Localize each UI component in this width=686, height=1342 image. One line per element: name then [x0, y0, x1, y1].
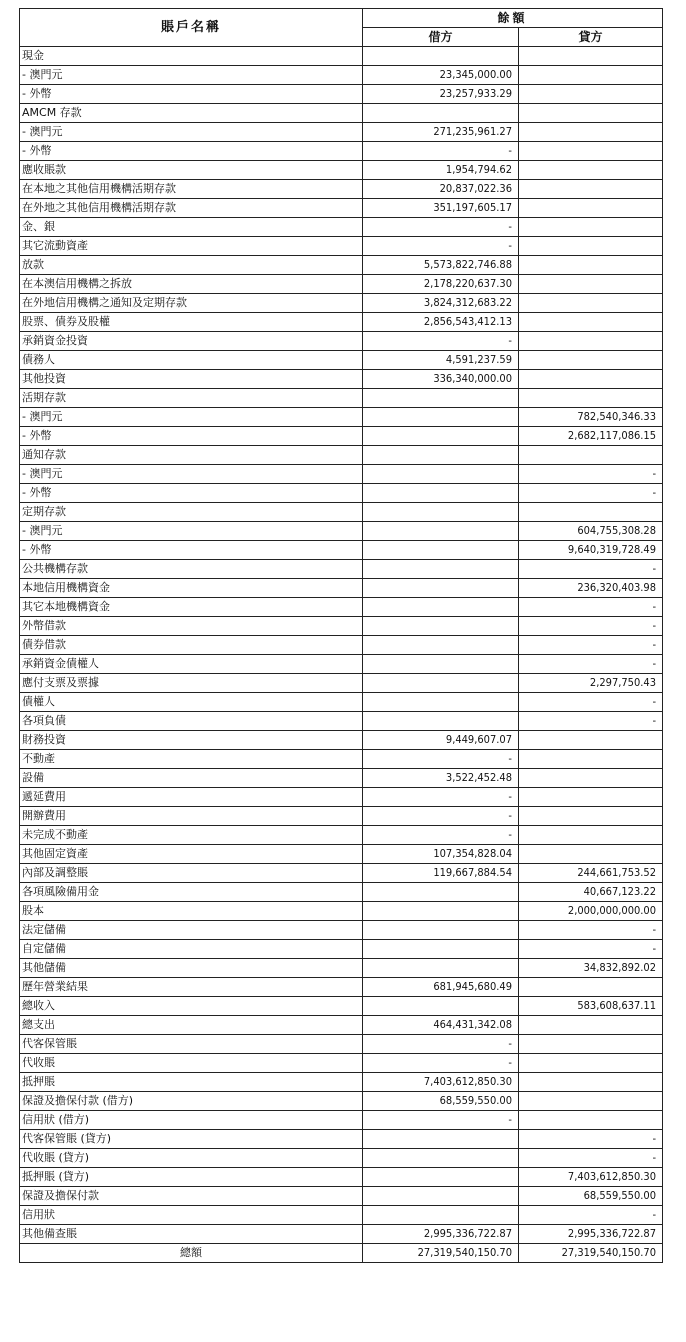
debit-cell: [363, 389, 519, 408]
debit-cell: 23,257,933.29: [363, 85, 519, 104]
debit-cell: [363, 636, 519, 655]
table-row: [20, 142, 663, 161]
debit-cell: -: [363, 218, 519, 237]
credit-cell: -: [519, 636, 663, 655]
debit-header: 借方: [363, 28, 519, 47]
table-header: [20, 9, 663, 47]
table-row: [20, 446, 663, 465]
account-name-cell: 公共機構存款: [20, 560, 363, 579]
credit-cell: [519, 142, 663, 161]
table-row: [20, 617, 663, 636]
credit-cell: -: [519, 1130, 663, 1149]
account-name-cell: 代收賬 (貸方): [20, 1149, 363, 1168]
debit-cell: [363, 47, 519, 66]
debit-cell: [363, 959, 519, 978]
table-row: [20, 294, 663, 313]
table-row: [20, 883, 663, 902]
account-name-cell: - 外幣: [20, 142, 363, 161]
table-row: [20, 484, 663, 503]
credit-cell: 68,559,550.00: [519, 1187, 663, 1206]
table-row: [20, 1054, 663, 1073]
table-row: [20, 541, 663, 560]
account-name-cell: AMCM 存款: [20, 104, 363, 123]
debit-cell: 9,449,607.07: [363, 731, 519, 750]
debit-cell: 464,431,342.08: [363, 1016, 519, 1035]
table-row: [20, 66, 663, 85]
account-name-cell: 放款: [20, 256, 363, 275]
debit-cell: [363, 712, 519, 731]
account-name-cell: 本地信用機構資金: [20, 579, 363, 598]
credit-cell: 244,661,753.52: [519, 864, 663, 883]
debit-cell: -: [363, 237, 519, 256]
credit-cell: -: [519, 560, 663, 579]
account-name-cell: 通知存款: [20, 446, 363, 465]
debit-cell: 2,995,336,722.87: [363, 1225, 519, 1244]
account-name-cell: 在外地信用機構之通知及定期存款: [20, 294, 363, 313]
account-name-cell: 其他固定資產: [20, 845, 363, 864]
table-row: [20, 1225, 663, 1244]
debit-cell: -: [363, 1111, 519, 1130]
table-row: [20, 313, 663, 332]
table-row: [20, 180, 663, 199]
debit-cell: [363, 655, 519, 674]
account-name-cell: 債權人: [20, 693, 363, 712]
table-row: [20, 218, 663, 237]
account-name-header: 賬戶名稱: [20, 9, 363, 47]
account-name-cell: 代收賬: [20, 1054, 363, 1073]
credit-cell: [519, 731, 663, 750]
debit-cell: [363, 579, 519, 598]
credit-cell: [519, 47, 663, 66]
credit-cell: -: [519, 712, 663, 731]
debit-cell: 5,573,822,746.88: [363, 256, 519, 275]
credit-cell: [519, 826, 663, 845]
account-name-cell: - 澳門元: [20, 66, 363, 85]
debit-cell: 23,345,000.00: [363, 66, 519, 85]
table-row: [20, 560, 663, 579]
credit-cell: [519, 1092, 663, 1111]
account-name-cell: 其他備查賬: [20, 1225, 363, 1244]
account-name-cell: 不動產: [20, 750, 363, 769]
table-row: [20, 522, 663, 541]
table-body: [20, 47, 663, 1244]
debit-cell: [363, 560, 519, 579]
table-row: [20, 104, 663, 123]
table-row: [20, 1130, 663, 1149]
total-label: 總額: [20, 1244, 363, 1263]
table-row: [20, 1016, 663, 1035]
account-name-cell: 股票、債券及股權: [20, 313, 363, 332]
table-row: [20, 750, 663, 769]
account-name-cell: 承銷資金投資: [20, 332, 363, 351]
credit-cell: 2,682,117,086.15: [519, 427, 663, 446]
debit-cell: [363, 465, 519, 484]
credit-cell: -: [519, 484, 663, 503]
debit-cell: [363, 1187, 519, 1206]
table-row: [20, 123, 663, 142]
credit-cell: 40,667,123.22: [519, 883, 663, 902]
credit-header: 貸方: [519, 28, 663, 47]
debit-cell: [363, 427, 519, 446]
table-row: [20, 598, 663, 617]
total-debit: 27,319,540,150.70: [363, 1244, 519, 1263]
credit-cell: [519, 807, 663, 826]
table-row: [20, 921, 663, 940]
debit-cell: 7,403,612,850.30: [363, 1073, 519, 1092]
account-name-cell: 內部及調整賬: [20, 864, 363, 883]
credit-cell: [519, 1073, 663, 1092]
credit-cell: [519, 1111, 663, 1130]
debit-cell: 681,945,680.49: [363, 978, 519, 997]
account-name-cell: - 澳門元: [20, 465, 363, 484]
debit-cell: [363, 1206, 519, 1225]
debit-cell: [363, 503, 519, 522]
credit-cell: -: [519, 465, 663, 484]
account-name-cell: 抵押賬: [20, 1073, 363, 1092]
credit-cell: -: [519, 1149, 663, 1168]
account-name-cell: 財務投資: [20, 731, 363, 750]
credit-cell: [519, 978, 663, 997]
debit-cell: 3,824,312,683.22: [363, 294, 519, 313]
credit-cell: [519, 161, 663, 180]
debit-cell: 20,837,022.36: [363, 180, 519, 199]
credit-cell: -: [519, 655, 663, 674]
debit-cell: 351,197,605.17: [363, 199, 519, 218]
credit-cell: [519, 370, 663, 389]
account-name-cell: - 外幣: [20, 484, 363, 503]
credit-cell: [519, 503, 663, 522]
debit-cell: -: [363, 807, 519, 826]
credit-cell: 9,640,319,728.49: [519, 541, 663, 560]
debit-cell: 1,954,794.62: [363, 161, 519, 180]
table-row: [20, 351, 663, 370]
table-row: [20, 655, 663, 674]
account-name-cell: - 澳門元: [20, 408, 363, 427]
table-row: [20, 826, 663, 845]
credit-cell: [519, 351, 663, 370]
credit-cell: [519, 66, 663, 85]
debit-cell: 4,591,237.59: [363, 351, 519, 370]
debit-cell: 68,559,550.00: [363, 1092, 519, 1111]
account-name-cell: 信用狀: [20, 1206, 363, 1225]
table-row: [20, 332, 663, 351]
account-name-cell: 應付支票及票據: [20, 674, 363, 693]
account-name-cell: 現金: [20, 47, 363, 66]
credit-cell: 236,320,403.98: [519, 579, 663, 598]
debit-cell: 336,340,000.00: [363, 370, 519, 389]
table-row: [20, 427, 663, 446]
credit-cell: [519, 313, 663, 332]
credit-cell: -: [519, 940, 663, 959]
table-row: [20, 579, 663, 598]
debit-cell: 3,522,452.48: [363, 769, 519, 788]
account-name-cell: 活期存款: [20, 389, 363, 408]
table-row: [20, 503, 663, 522]
account-name-cell: - 外幣: [20, 427, 363, 446]
credit-cell: [519, 275, 663, 294]
account-name-cell: 設備: [20, 769, 363, 788]
debit-cell: -: [363, 1054, 519, 1073]
table-row: [20, 693, 663, 712]
table-row: [20, 997, 663, 1016]
account-name-cell: 其他儲備: [20, 959, 363, 978]
account-name-cell: 代客保管賬: [20, 1035, 363, 1054]
credit-cell: [519, 769, 663, 788]
table-row: [20, 47, 663, 66]
debit-cell: [363, 883, 519, 902]
balance-header: 餘額: [363, 9, 663, 28]
table-row: [20, 902, 663, 921]
credit-cell: [519, 788, 663, 807]
account-name-cell: 開辦費用: [20, 807, 363, 826]
credit-cell: [519, 1054, 663, 1073]
debit-cell: [363, 408, 519, 427]
account-name-cell: 保證及擔保付款: [20, 1187, 363, 1206]
account-name-cell: 遞延費用: [20, 788, 363, 807]
table-row: [20, 769, 663, 788]
account-name-cell: 法定儲備: [20, 921, 363, 940]
credit-cell: [519, 1016, 663, 1035]
debit-cell: 107,354,828.04: [363, 845, 519, 864]
debit-cell: [363, 997, 519, 1016]
table-row: [20, 256, 663, 275]
debit-cell: 2,178,220,637.30: [363, 275, 519, 294]
account-name-cell: 債務人: [20, 351, 363, 370]
debit-cell: [363, 446, 519, 465]
debit-cell: [363, 674, 519, 693]
credit-cell: 34,832,892.02: [519, 959, 663, 978]
account-name-cell: 各項負債: [20, 712, 363, 731]
credit-cell: [519, 123, 663, 142]
account-name-cell: - 外幣: [20, 85, 363, 104]
account-name-cell: 定期存款: [20, 503, 363, 522]
table-row: [20, 275, 663, 294]
credit-cell: 782,540,346.33: [519, 408, 663, 427]
account-name-cell: 其他投資: [20, 370, 363, 389]
account-name-cell: 其它流動資產: [20, 237, 363, 256]
account-name-cell: 其它本地機構資金: [20, 598, 363, 617]
account-name-cell: - 外幣: [20, 541, 363, 560]
table-row: [20, 1168, 663, 1187]
debit-cell: [363, 484, 519, 503]
debit-cell: -: [363, 826, 519, 845]
table-row: [20, 940, 663, 959]
account-name-cell: - 澳門元: [20, 522, 363, 541]
account-name-cell: 外幣借款: [20, 617, 363, 636]
credit-cell: [519, 85, 663, 104]
account-name-cell: 股本: [20, 902, 363, 921]
account-name-cell: 在本澳信用機構之拆放: [20, 275, 363, 294]
debit-cell: -: [363, 750, 519, 769]
table-row: [20, 636, 663, 655]
account-name-cell: 總收入: [20, 997, 363, 1016]
credit-cell: [519, 104, 663, 123]
credit-cell: -: [519, 598, 663, 617]
credit-cell: [519, 237, 663, 256]
credit-cell: 2,000,000,000.00: [519, 902, 663, 921]
credit-cell: [519, 845, 663, 864]
account-name-cell: 金、銀: [20, 218, 363, 237]
account-name-cell: 各項風險備用金: [20, 883, 363, 902]
debit-cell: [363, 921, 519, 940]
credit-cell: 2,297,750.43: [519, 674, 663, 693]
table-row: [20, 845, 663, 864]
table-row: [20, 978, 663, 997]
credit-cell: 604,755,308.28: [519, 522, 663, 541]
credit-cell: [519, 332, 663, 351]
debit-cell: [363, 1149, 519, 1168]
credit-cell: [519, 750, 663, 769]
account-name-cell: - 澳門元: [20, 123, 363, 142]
account-name-cell: 總支出: [20, 1016, 363, 1035]
debit-cell: -: [363, 1035, 519, 1054]
table-row: [20, 959, 663, 978]
table-row: [20, 1149, 663, 1168]
account-name-cell: 債券借款: [20, 636, 363, 655]
credit-cell: [519, 218, 663, 237]
credit-cell: 583,608,637.11: [519, 997, 663, 1016]
table-row: [20, 237, 663, 256]
debit-cell: [363, 617, 519, 636]
debit-cell: 2,856,543,412.13: [363, 313, 519, 332]
credit-cell: [519, 256, 663, 275]
debit-cell: [363, 1130, 519, 1149]
table-row: [20, 370, 663, 389]
account-name-cell: 應收賬款: [20, 161, 363, 180]
debit-cell: [363, 693, 519, 712]
table-row: [20, 807, 663, 826]
credit-cell: [519, 1035, 663, 1054]
debit-cell: [363, 541, 519, 560]
debit-cell: -: [363, 788, 519, 807]
debit-cell: 119,667,884.54: [363, 864, 519, 883]
account-name-cell: 承銷資金債權人: [20, 655, 363, 674]
account-name-cell: 自定儲備: [20, 940, 363, 959]
debit-cell: [363, 902, 519, 921]
table-row: [20, 465, 663, 484]
table-row: [20, 864, 663, 883]
account-name-cell: 未完成不動產: [20, 826, 363, 845]
table-row: [20, 85, 663, 104]
table-row: [20, 389, 663, 408]
table-row: [20, 199, 663, 218]
account-name-cell: 代客保管賬 (貸方): [20, 1130, 363, 1149]
credit-cell: 2,995,336,722.87: [519, 1225, 663, 1244]
credit-cell: [519, 446, 663, 465]
debit-cell: [363, 104, 519, 123]
debit-cell: 271,235,961.27: [363, 123, 519, 142]
total-row: [20, 1244, 663, 1263]
credit-cell: -: [519, 921, 663, 940]
debit-cell: -: [363, 142, 519, 161]
credit-cell: -: [519, 1206, 663, 1225]
table-row: [20, 712, 663, 731]
debit-cell: [363, 1168, 519, 1187]
table-row: [20, 1111, 663, 1130]
trial-balance-sheet: [19, 8, 662, 1263]
credit-cell: [519, 294, 663, 313]
table-row: [20, 731, 663, 750]
total-credit: 27,319,540,150.70: [519, 1244, 663, 1263]
trial-balance-table: [19, 8, 663, 1263]
table-row: [20, 1187, 663, 1206]
table-row: [20, 788, 663, 807]
credit-cell: [519, 389, 663, 408]
account-name-cell: 抵押賬 (貸方): [20, 1168, 363, 1187]
table-row: [20, 1035, 663, 1054]
account-name-cell: 在外地之其他信用機構活期存款: [20, 199, 363, 218]
debit-cell: [363, 522, 519, 541]
credit-cell: [519, 199, 663, 218]
table-row: [20, 1073, 663, 1092]
debit-cell: [363, 940, 519, 959]
account-name-cell: 保證及擔保付款 (借方): [20, 1092, 363, 1111]
table-row: [20, 408, 663, 427]
table-row: [20, 674, 663, 693]
debit-cell: -: [363, 332, 519, 351]
credit-cell: -: [519, 693, 663, 712]
account-name-cell: 在本地之其他信用機構活期存款: [20, 180, 363, 199]
account-name-cell: 信用狀 (借方): [20, 1111, 363, 1130]
credit-cell: [519, 180, 663, 199]
table-row: [20, 1206, 663, 1225]
table-row: [20, 1092, 663, 1111]
debit-cell: [363, 598, 519, 617]
table-row: [20, 161, 663, 180]
credit-cell: 7,403,612,850.30: [519, 1168, 663, 1187]
credit-cell: -: [519, 617, 663, 636]
account-name-cell: 歷年營業結果: [20, 978, 363, 997]
